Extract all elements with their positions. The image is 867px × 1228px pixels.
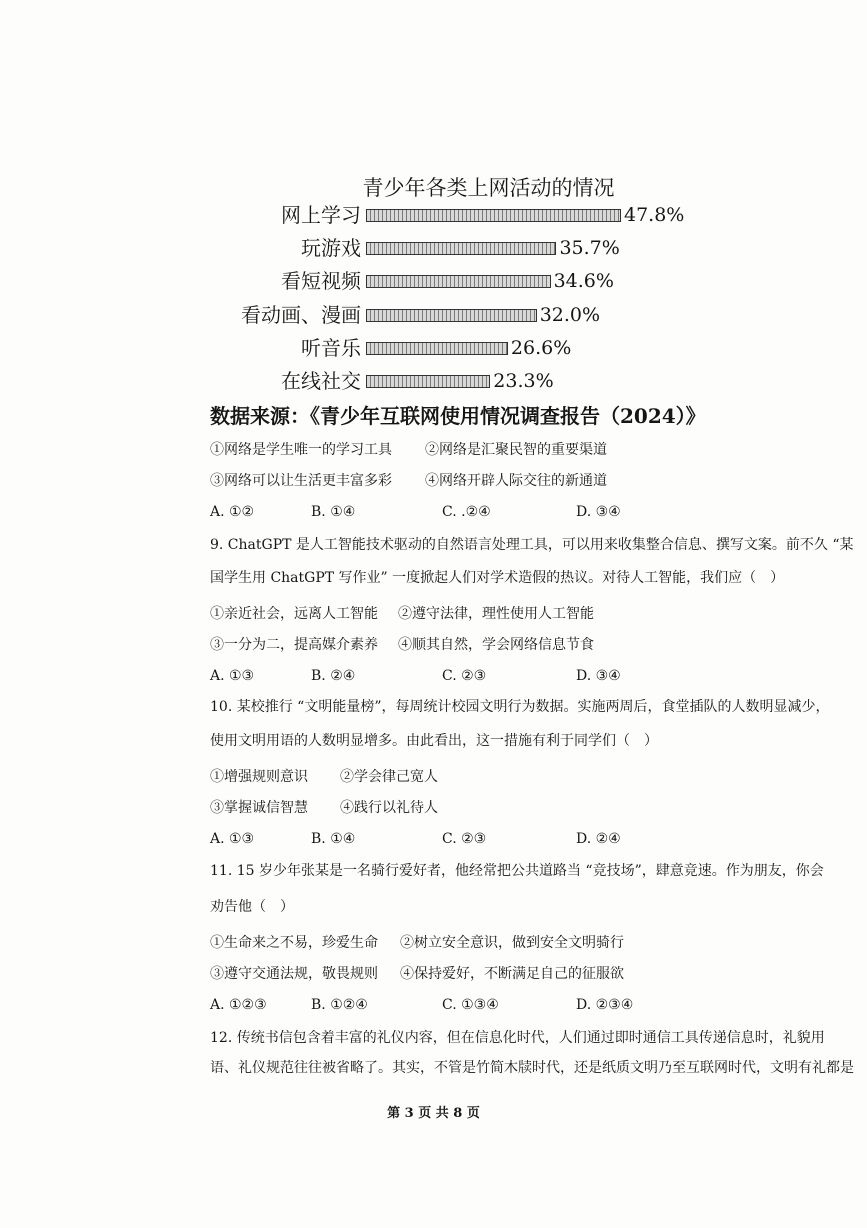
q10-choice-b: B. ①④ [311,831,356,847]
q10-statement-1: ①增强规则意识 [210,769,308,785]
q8-statement-1: ①网络是学生唯一的学习工具 [210,442,392,458]
q8-choice-a: A. ①② [210,504,255,520]
q10-choice-a: A. ①③ [210,831,255,847]
q9-statement-2: ②遵守法律，理性使用人工智能 [398,606,594,622]
q8-statement-3: ③网络可以让生活更丰富多彩 [210,473,392,489]
q8-statement-4: ④网络开辟人际交往的新通道 [425,473,607,489]
q10-statement-4: ④践行以礼待人 [340,800,438,816]
q9-choice-c: C. ②③ [442,668,487,684]
q8-choice-b: B. ①④ [311,504,356,520]
q8-statement-2: ②网络是汇聚民智的重要渠道 [425,442,607,458]
chart-row [0,267,867,295]
q11-choice-c: C. ①③④ [442,997,499,1013]
chart-bar [366,242,556,255]
chart-category-label: 在线社交 [281,369,361,393]
chart-category-label: 听音乐 [301,335,361,360]
chart-value-label: 23.3% [493,370,554,392]
chart-category-label: 网上学习 [281,203,361,227]
chart-row [0,367,867,395]
chart-row [0,234,867,262]
q9-stem-line-2: 国学生用 ChatGPT 写作业” 一度掀起人们对学术造假的热议。对待人工智能，我们应（ ） [210,570,785,586]
chart-value-label: 26.6% [510,336,572,359]
chart-value-label: 47.8% [624,204,685,226]
q11-statement-3: ③遵守交通法规，敬畏规则 [210,966,378,982]
chart-bar [366,375,490,388]
chart-bar [366,209,621,222]
chart-title: 青少年各类上网活动的情况 [362,176,615,200]
q11-choice-b: B. ①②④ [311,997,368,1013]
chart-category-label: 看动画、漫画 [241,302,361,327]
q11-statement-2: ②树立安全意识，做到安全文明骑行 [400,935,624,951]
chart-category-label: 玩游戏 [301,236,361,261]
q9-stem-line-1: 9. ChatGPT 是人工智能技术驱动的自然语言处理工具，可以用来收集整合信息、撰写文案。前不久 “某 [210,537,854,553]
q8-choice-c: C. .②④ [442,504,491,520]
chart-value-label: 32.0% [539,303,601,326]
chart-value-label: 35.7% [559,237,620,260]
chart-bar [366,309,537,322]
q10-statement-3: ③掌握诚信智慧 [210,800,308,816]
chart-bar [366,342,508,355]
q8-choice-d: D. ③④ [576,504,621,520]
q9-choice-a: A. ①③ [210,668,255,684]
q10-statement-2: ②学会律己宽人 [340,769,438,785]
q12-stem-line-1: 12. 传统书信包含着丰富的礼仪内容，但在信息化时代，人们通过即时通信工具传递信息时，礼貌用 [210,1030,825,1046]
chart-row [0,201,867,229]
chart-category-label: 看短视频 [281,269,361,294]
page-footer: 第 3 页 共 8 页 [387,1106,480,1121]
q10-stem-line-1: 10. 某校推行 “文明能量榜”，每周统计校园文明行为数据。实施两周后，食堂插队的人数明显减少， [210,699,830,715]
q9-choice-b: B. ②④ [311,668,356,684]
q9-statement-3: ③一分为二，提高媒介素养 [210,637,378,653]
chart-value-label: 34.6% [553,270,614,293]
q9-statement-1: ①亲近社会，远离人工智能 [210,606,378,622]
q10-choice-d: D. ②④ [576,831,621,847]
chart-row [0,334,867,362]
data-source: 数据来源：《青少年互联网使用情况调查报告（2024）》 [210,404,706,428]
chart-bar [366,275,551,288]
chart-row [0,301,867,329]
q11-choice-d: D. ②③④ [576,997,634,1013]
q11-statement-1: ①生命来之不易，珍爱生命 [210,935,378,951]
q9-choice-d: D. ③④ [576,668,621,684]
q10-choice-c: C. ②③ [442,831,487,847]
q11-stem-line-1: 11. 15 岁少年张某是一名骑行爱好者，他经常把公共道路当 “竞技场”，肆意竞速。作为朋友，你会 [210,863,824,879]
q10-stem-line-2: 使用文明用语的人数明显增多。由此看出，这一措施有利于同学们（ ） [210,733,658,749]
q11-stem-line-2: 劝告他（ ） [210,899,294,915]
q12-stem-line-2: 语、礼仪规范往往被省略了。其实，不管是竹简木牍时代，还是纸质文明乃至互联网时代，文明有礼都是 [210,1060,854,1076]
q9-statement-4: ④顺其自然，学会网络信息节食 [398,637,594,653]
q11-statement-4: ④保持爱好，不断满足自己的征服欲 [400,966,624,982]
q11-choice-a: A. ①②③ [210,997,267,1013]
